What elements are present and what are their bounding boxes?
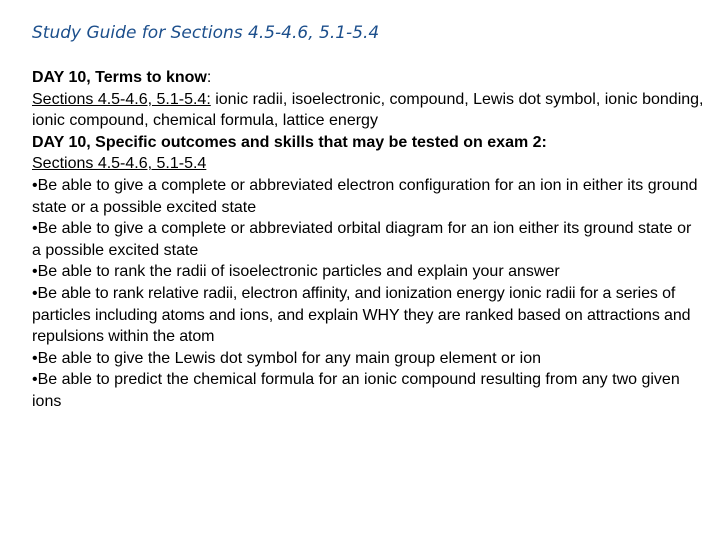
terms-heading: DAY 10, Terms to know (32, 69, 207, 86)
outcome-bullet-1: •Be able to give a complete or abbreviated electron configuration for an ion in either its ground state or a possible excited state (32, 176, 698, 216)
outcomes-heading: DAY 10, Specific outcomes and skills that may be tested on exam 2: (32, 133, 547, 151)
outcomes-sections-label: Sections 4.5-4.6, 5.1-5.4 (32, 155, 207, 173)
terms-heading-line (32, 67, 704, 89)
outcome-bullet-4: •Be able to rank relative radii, electron affinity, and ionization energy ionic radii for a series of particles including atoms and ions, and explain WHY they are ranked based on attractions and repulsions within the atom (32, 284, 691, 346)
outcome-bullet-2: •Be able to give a complete or abbreviated orbital diagram for an ion either its ground state or a possible excited state (32, 220, 692, 259)
terms-list: ionic radii, isoelectronic, compound, Lewis dot symbol, ionic bonding, ionic compound, chemical formula, lattice energy (32, 90, 704, 130)
study-guide-body (32, 67, 704, 413)
terms-heading-colon: : (206, 69, 212, 86)
page-title: Study Guide for Sections 4.5-4.6, 5.1-5.4 (32, 23, 380, 43)
terms-sections-label: Sections 4.5-4.6, 5.1-5.4: (32, 90, 211, 108)
outcome-bullet-5: •Be able to give the Lewis dot symbol for any main group element or ion (32, 349, 541, 367)
terms-paragraph (32, 89, 704, 132)
outcome-bullet-6: •Be able to predict the chemical formula for an ionic compound resulting from any two given ions (32, 371, 680, 410)
outcome-bullet-3: •Be able to rank the radii of isoelectronic particles and explain your answer (32, 263, 560, 281)
